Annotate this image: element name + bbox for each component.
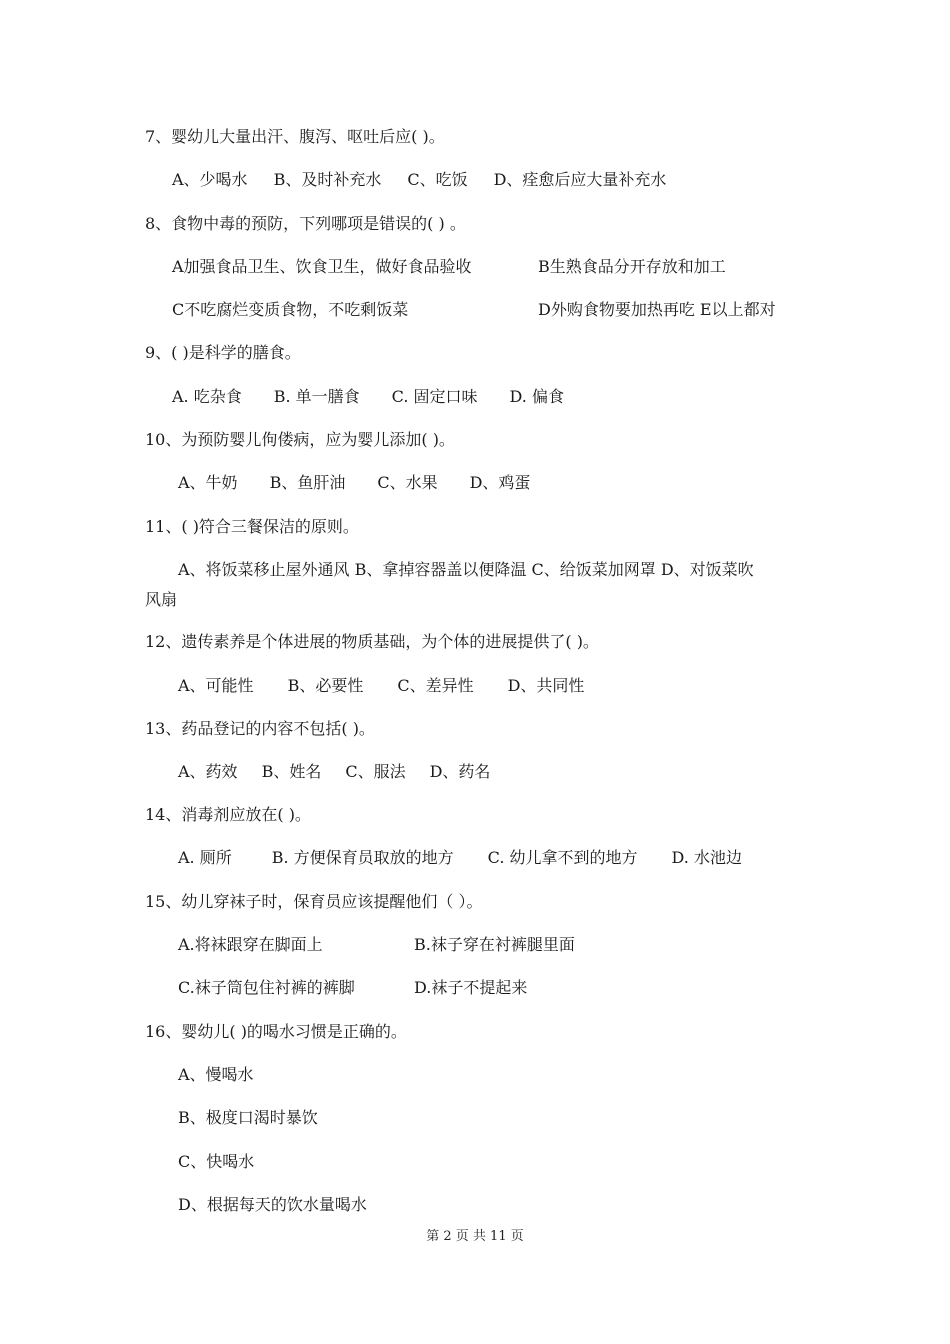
option-b: B. 单一膳食: [273, 387, 360, 406]
option-c: C、快喝水: [178, 1152, 255, 1171]
question-12-options: [178, 675, 584, 697]
option-a: A、少喝水: [172, 170, 248, 189]
question-11-options: A、将饭菜移止屋外通风 B、拿掉容器盖以便降温 C、给饭菜加网罩 D、对饭菜吹: [178, 560, 754, 579]
option-a: A. 吃杂食: [172, 387, 242, 406]
option-c: C、差异性: [397, 676, 474, 695]
option-c: C不吃腐烂变质食物，不吃剩饭菜: [172, 300, 409, 319]
option-a: A、慢喝水: [178, 1065, 254, 1084]
option-a: A.将袜跟穿在脚面上: [178, 935, 323, 954]
question-11-stem: 11、( )符合三餐保洁的原则。: [145, 517, 359, 536]
option-d: D.袜子不提起来: [414, 978, 528, 997]
option-c: C、水果: [377, 473, 438, 492]
option-d: D. 偏食: [509, 387, 564, 406]
option-c: C. 幼儿拿不到的地方: [487, 848, 638, 867]
option-a: A、牛奶: [178, 473, 238, 492]
option-b: B.袜子穿在衬裤腿里面: [414, 935, 575, 954]
option-b: B、极度口渴时暴饮: [178, 1108, 318, 1127]
option-b: B、姓名: [261, 762, 322, 781]
question-16-stem: 16、婴幼儿( )的喝水习惯是正确的。: [145, 1022, 407, 1041]
question-14-stem: 14、消毒剂应放在( )。: [145, 805, 311, 824]
option-a: A加强食品卫生、饮食卫生，做好食品验收: [172, 257, 472, 276]
option-d: D、共同性: [507, 676, 585, 695]
option-a: A. 厕所: [178, 848, 232, 867]
option-d: D、鸡蛋: [469, 473, 531, 492]
question-7-stem: 7、婴幼儿大量出汗、腹泻、呕吐后应( )。: [145, 127, 445, 146]
option-d: D外购食物要加热再吃 E以上都对: [538, 300, 776, 319]
option-b: B生熟食品分开存放和加工: [538, 257, 726, 276]
question-10-options: [178, 472, 530, 494]
question-11-options-wrap: 风扇: [145, 590, 178, 609]
option-d: D、根据每天的饮水量喝水: [178, 1195, 367, 1214]
question-9-stem: 9、( )是科学的膳食。: [145, 343, 301, 362]
question-15-stem: 15、幼儿穿袜子时，保育员应该提醒他们（ ）。: [145, 892, 483, 911]
option-d: D、痊愈后应大量补充水: [493, 170, 667, 189]
option-d: D. 水池边: [671, 848, 742, 867]
option-c: C、吃饭: [407, 170, 468, 189]
option-b: B、必要性: [287, 676, 364, 695]
option-a: A、可能性: [178, 676, 254, 695]
option-b: B. 方便保育员取放的地方: [271, 848, 454, 867]
option-c: C、服法: [345, 762, 406, 781]
option-c: C. 固定口味: [391, 387, 478, 406]
option-c: C.袜子筒包住衬裤的裤脚: [178, 978, 355, 997]
question-8-stem: 8、食物中毒的预防，下列哪项是错误的( ) 。: [145, 214, 466, 233]
option-b: B、鱼肝油: [269, 473, 346, 492]
question-12-stem: 12、遗传素养是个体进展的物质基础，为个体的进展提供了( )。: [145, 632, 599, 651]
option-d: D、药名: [429, 762, 491, 781]
question-13-stem: 13、药品登记的内容不包括( )。: [145, 719, 375, 738]
option-a: A、药效: [178, 762, 238, 781]
page-number-footer: 第 2 页 共 11 页: [426, 1229, 524, 1244]
option-b: B、及时补充水: [273, 170, 382, 189]
question-9-options: [172, 386, 564, 408]
question-7-options: [172, 169, 666, 191]
question-14-options: [178, 847, 742, 869]
question-13-options: [178, 761, 490, 783]
question-10-stem: 10、为预防婴儿佝偻病，应为婴儿添加( )。: [145, 430, 455, 449]
